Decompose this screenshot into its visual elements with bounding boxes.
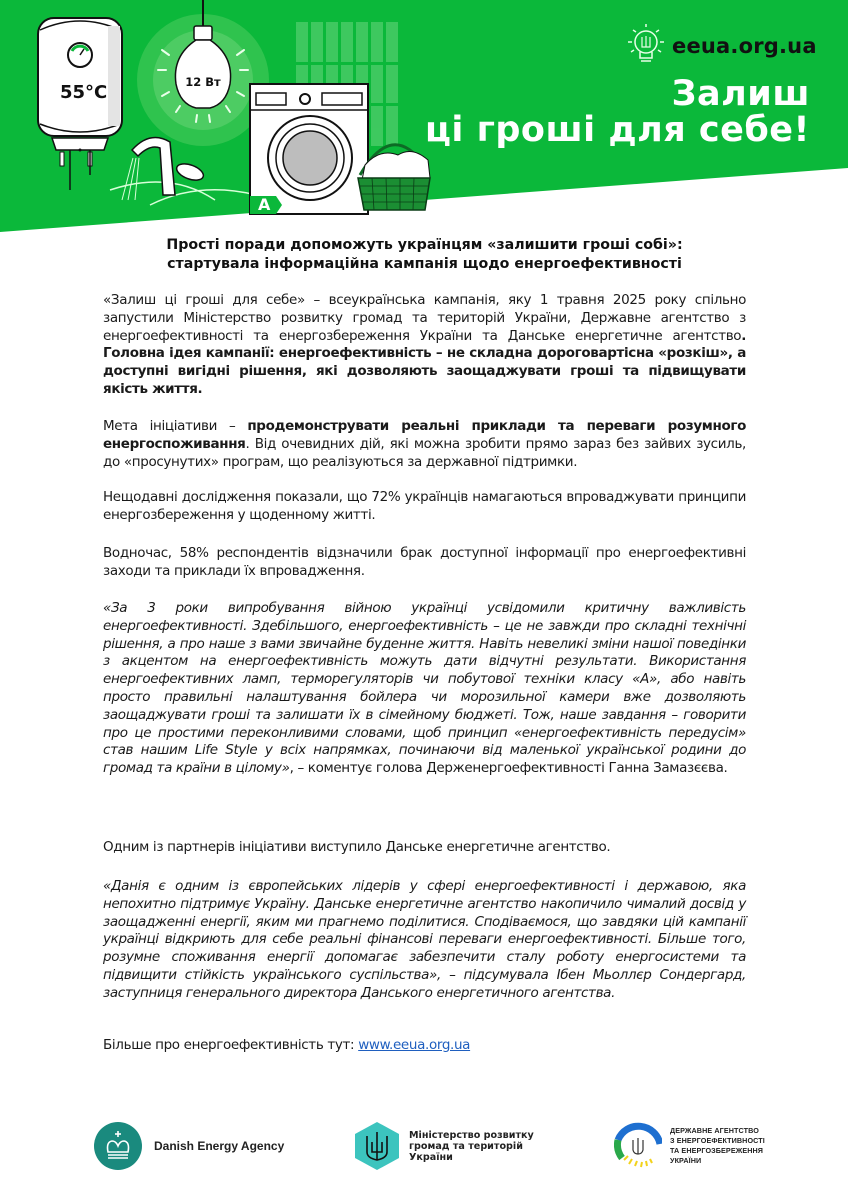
saee-name-line-1: ДЕРЖАВНЕ АГЕНТСТВО bbox=[670, 1126, 759, 1135]
saee-name bbox=[670, 1126, 765, 1166]
trident-icon bbox=[355, 1122, 399, 1170]
ministry-name-line-2: громад та територій bbox=[409, 1140, 523, 1152]
intro-main-idea: . Головна ідея кампанії: енергоефективність – не складна дороговартісна «розкіш», а доступні вигідні рішення, які дозволяють заощаджувати гроші та підвищувати якість життя. bbox=[103, 327, 746, 397]
heater-temperature-label: 55°C bbox=[60, 82, 108, 103]
goal-lead: Мета ініціативи – bbox=[103, 418, 248, 434]
eeua-website-link[interactable]: www.eeua.org.ua bbox=[358, 1037, 471, 1053]
slogan-line-1: Залиш bbox=[671, 74, 810, 114]
eeua-brand bbox=[626, 26, 817, 66]
danish-energy-agency-name: Danish Energy Agency bbox=[154, 1139, 285, 1153]
more-info-label: Більше про енергоефективність тут: bbox=[103, 1037, 359, 1053]
goal-emphasis: продемонструвати реальні приклади та переваги розумного енергоспоживання bbox=[103, 418, 746, 452]
saee-name-line-3: ТА ЕНЕРГОЗБЕРЕЖЕННЯ bbox=[670, 1146, 764, 1155]
more-info-line bbox=[103, 1037, 746, 1055]
ministry-logo bbox=[355, 1122, 534, 1170]
ministry-name-line-3: України bbox=[409, 1151, 453, 1163]
ministry-name bbox=[409, 1130, 534, 1163]
brand-url: eeua.org.ua bbox=[672, 34, 817, 58]
ministry-name-line-1: Міністерство розвитку bbox=[409, 1129, 534, 1141]
saee-name-line-2: З ЕНЕРГОЕФЕКТИВНОСТІ bbox=[670, 1136, 765, 1145]
crown-icon bbox=[94, 1122, 142, 1170]
campaign-banner bbox=[0, 0, 848, 240]
goal-rest: . Від очевидних дій, які можна зробити прямо зараз без зайвих зусиль, до «просунутих» програм, що реалізуються за державної підтримки. bbox=[103, 435, 746, 470]
quote-sondergaard bbox=[103, 878, 746, 1003]
slogan-line-2: ці гроші для себе! bbox=[424, 110, 810, 150]
paragraph-research: Нещодавні дослідження показали, що 72% українців намагаються впроваджувати принципи енергозбереження у щоденному житті. bbox=[103, 489, 746, 523]
danish-energy-agency-logo bbox=[94, 1122, 284, 1170]
quote-sondergaard-text: «Данія є одним із європейських лідерів у сфері енергоефективності і державою, яка непохитно підтримує Україну. Данське енергетичне агентство накопичило чималий досвід у заощадженні енергії, яким ми прагнемо поділитися. Сподіваємося, що завдяки цій кампанії українці відкриють для себе реальні фінансові переваги енергоефективності. Більше того, розумне споживання енергії допомагає забезпечити сталу роботу енергосистеми та підвищити стійкість українського суспільства», – підсумувала Ібен Мьоллєр Сондергард, заступниця генерального директора Данського енергетичного агентства. bbox=[103, 878, 746, 1001]
bulb-power-label: 12 Вт bbox=[185, 75, 221, 89]
quote-zamazeeva-text: «За 3 роки випробування війною українці усвідомили критичну важливість енергоефективності. Здебільшого, енергоефективність – це не завжди про складні технічні рішення, а про наше з вами звичайне буденне життя. Навіть невеликі зміни нашої поведінки з акцентом на енергоефективність можуть дати відчутні результати. Використання енергоефективних ламп, терморегуляторів чи побутової техніки класу «А», або навіть просто правильні налаштування бойлера чи морозильної камери вже дозволяють заощаджувати гроші та залишати їх в сімейному бюджеті. Тож, наше завдання – говорити про це простими переконливими словами, щоб принцип «енергоефективність передусім» став нашим Life Style у всіх напрямках, починаючи від маленької української родини до громад та країни в цілому» bbox=[103, 600, 746, 777]
energy-class-badge: A bbox=[258, 195, 271, 214]
eeua-logo-spacer bbox=[626, 26, 662, 66]
page-title bbox=[103, 236, 746, 274]
headline-line-1: Прості поради допоможуть українцям «залишити гроші собі»: bbox=[166, 237, 683, 253]
quote-zamazeeva-attribution: , – коментує голова Держенергоефективності Ганна Замазєєва. bbox=[289, 760, 728, 777]
paragraph-partner: Одним із партнерів ініціативи виступило Данське енергетичне агентство. bbox=[103, 839, 611, 855]
paragraph-goal bbox=[103, 418, 746, 471]
quote-zamazeeva bbox=[103, 600, 746, 778]
paragraph-intro bbox=[103, 292, 746, 399]
paragraph-survey: Водночас, 58% респондентів відзначили брак доступної інформації про енергоефективні заходи та приклади їх впровадження. bbox=[103, 545, 746, 579]
saee-arc-trident-icon bbox=[614, 1122, 662, 1170]
saee-name-line-4: УКРАЇНИ bbox=[670, 1156, 702, 1165]
campaign-slogan bbox=[425, 76, 810, 148]
headline-line-2: стартувала інформаційна кампанія щодо енергоефективності bbox=[167, 256, 682, 272]
intro-text: «Залиш ці гроші для себе» – всеукраїнська кампанія, яку 1 травня 2025 року спільно запустили Міністерство розвитку громад та територій України, Державне агентство з енергоефективності та енергозбереження України та Данське енергетичне агентство bbox=[103, 292, 746, 344]
saee-logo bbox=[614, 1122, 765, 1170]
